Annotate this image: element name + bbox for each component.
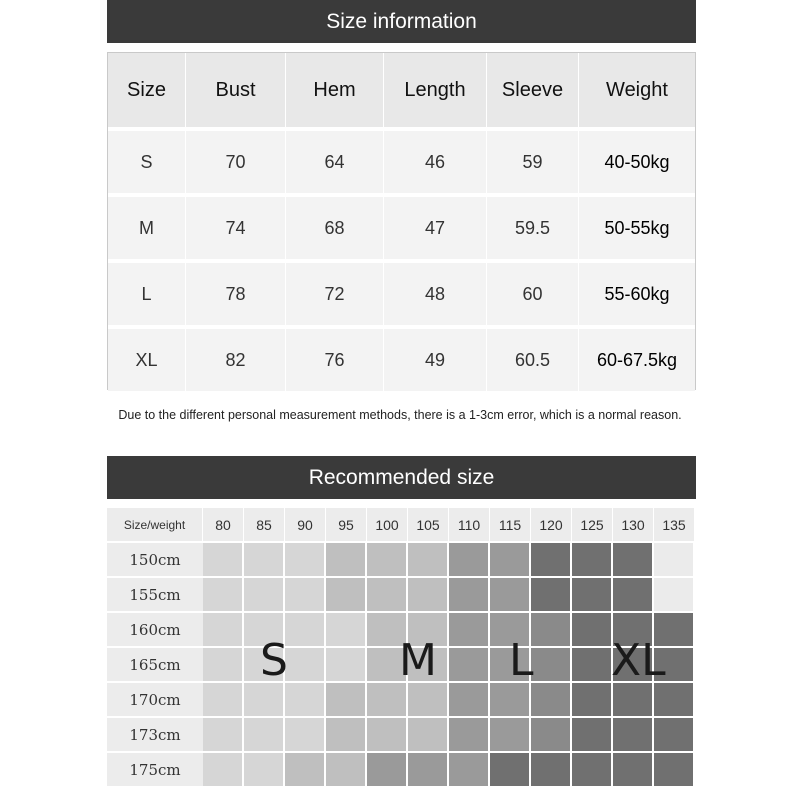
table-header-row xyxy=(108,53,695,127)
size-grid-cell xyxy=(203,646,244,681)
size-grid-cell xyxy=(203,541,244,576)
size-grid-cell xyxy=(531,541,572,576)
table-cell: 50-55kg xyxy=(579,197,695,259)
size-zone-label-xl: XL xyxy=(611,635,666,686)
size-grid-cell xyxy=(408,751,449,786)
column-header: Bust xyxy=(186,53,286,127)
height-row-label: 170cm xyxy=(107,681,203,716)
column-header: Length xyxy=(384,53,487,127)
size-grid-cell xyxy=(654,716,695,751)
weight-column-header: 125 xyxy=(572,508,613,541)
column-header: Size xyxy=(108,53,186,127)
table-row xyxy=(108,195,695,259)
size-information-table xyxy=(107,52,696,390)
weight-column-header: 85 xyxy=(244,508,285,541)
size-grid-cell xyxy=(408,541,449,576)
table-cell: 55-60kg xyxy=(579,263,695,325)
size-grid-cell xyxy=(203,611,244,646)
size-grid-cell xyxy=(203,716,244,751)
size-grid-cell xyxy=(531,716,572,751)
table-cell: 46 xyxy=(384,131,487,193)
size-zone-label-l: L xyxy=(509,635,534,686)
size-grid-cell xyxy=(531,611,572,646)
size-grid-cell xyxy=(367,751,408,786)
table-cell: 76 xyxy=(286,329,384,391)
size-grid-cell xyxy=(531,576,572,611)
size-grid-cell xyxy=(326,646,367,681)
table-cell: 60 xyxy=(487,263,579,325)
weight-column-header: 100 xyxy=(367,508,408,541)
table-row xyxy=(108,327,695,391)
table-cell: 72 xyxy=(286,263,384,325)
size-grid-cell xyxy=(285,751,326,786)
table-cell: 48 xyxy=(384,263,487,325)
weight-column-header: 120 xyxy=(531,508,572,541)
size-grid-cell xyxy=(203,681,244,716)
size-grid-cell xyxy=(449,751,490,786)
height-row-label: 150cm xyxy=(107,541,203,576)
weight-column-header: 135 xyxy=(654,508,695,541)
size-grid-cell xyxy=(613,681,654,716)
size-grid-cell xyxy=(244,716,285,751)
height-row-label: 160cm xyxy=(107,611,203,646)
size-grid-cell xyxy=(572,751,613,786)
size-grid-cell xyxy=(244,541,285,576)
size-grid-cell xyxy=(244,751,285,786)
weight-column-header: 95 xyxy=(326,508,367,541)
size-grid-cell xyxy=(654,576,695,611)
measurement-note: Due to the different personal measurement methods, there is a 1-3cm error, which is a normal reason. xyxy=(118,408,682,422)
size-grid-cell xyxy=(449,611,490,646)
size-grid-cell xyxy=(490,576,531,611)
size-grid-cell xyxy=(285,646,326,681)
weight-column-header: 90 xyxy=(285,508,326,541)
table-cell: 68 xyxy=(286,197,384,259)
size-zone-label-s: S xyxy=(260,635,288,686)
size-grid-cell xyxy=(285,681,326,716)
size-grid-cell xyxy=(203,751,244,786)
size-grid-cell xyxy=(367,541,408,576)
size-grid-cell xyxy=(285,716,326,751)
table-cell: 60.5 xyxy=(487,329,579,391)
size-grid-cell xyxy=(326,751,367,786)
size-grid-cell xyxy=(449,681,490,716)
size-grid-cell xyxy=(572,611,613,646)
table-cell: 59 xyxy=(487,131,579,193)
size-grid-cell xyxy=(449,541,490,576)
size-grid-cell xyxy=(326,716,367,751)
size-grid-cell xyxy=(367,681,408,716)
size-grid-cell xyxy=(613,576,654,611)
weight-column-header: 105 xyxy=(408,508,449,541)
size-information-banner xyxy=(107,0,696,43)
size-grid-cell xyxy=(531,646,572,681)
table-cell: 47 xyxy=(384,197,487,259)
size-grid-cell xyxy=(654,681,695,716)
table-cell: 59.5 xyxy=(487,197,579,259)
size-grid-cell xyxy=(654,541,695,576)
size-grid-cell xyxy=(408,716,449,751)
table-cell: 78 xyxy=(186,263,286,325)
size-grid-cell xyxy=(613,716,654,751)
size-grid-cell xyxy=(285,611,326,646)
recommended-size-title: Recommended size xyxy=(308,465,495,489)
size-grid-cell xyxy=(572,576,613,611)
weight-column-header: 110 xyxy=(449,508,490,541)
size-grid-cell xyxy=(572,646,613,681)
size-grid-cell xyxy=(490,751,531,786)
table-cell: 49 xyxy=(384,329,487,391)
size-grid-cell xyxy=(326,576,367,611)
height-row-label: 155cm xyxy=(107,576,203,611)
size-grid-cell xyxy=(490,541,531,576)
height-row-label: 173cm xyxy=(107,716,203,751)
weight-column-header: 80 xyxy=(203,508,244,541)
table-cell: S xyxy=(108,131,186,193)
size-zone-label-m: M xyxy=(399,635,437,686)
table-cell: 70 xyxy=(186,131,286,193)
height-row-label: 175cm xyxy=(107,751,203,786)
size-grid-cell xyxy=(572,716,613,751)
size-grid-cell xyxy=(449,646,490,681)
size-grid-cell xyxy=(203,576,244,611)
table-cell: XL xyxy=(108,329,186,391)
size-grid-cell xyxy=(490,716,531,751)
table-cell: M xyxy=(108,197,186,259)
size-grid-cell xyxy=(572,681,613,716)
size-grid-cell xyxy=(531,681,572,716)
table-cell: 64 xyxy=(286,131,384,193)
table-cell: L xyxy=(108,263,186,325)
size-grid-cell xyxy=(285,576,326,611)
height-row-label: 165cm xyxy=(107,646,203,681)
size-grid-cell xyxy=(449,716,490,751)
column-header: Weight xyxy=(579,53,695,127)
table-cell: 60-67.5kg xyxy=(579,329,695,391)
recommended-size-banner xyxy=(107,456,696,499)
size-information-title: Size information xyxy=(326,9,477,33)
size-grid-cell xyxy=(490,681,531,716)
size-grid-cell xyxy=(613,541,654,576)
grid-corner-label: Size/weight xyxy=(107,508,203,541)
size-grid-cell xyxy=(654,751,695,786)
size-grid-cell xyxy=(285,541,326,576)
column-header: Sleeve xyxy=(487,53,579,127)
size-grid-cell xyxy=(367,576,408,611)
size-grid-cell xyxy=(367,716,408,751)
size-grid-cell xyxy=(244,576,285,611)
table-row xyxy=(108,261,695,325)
weight-column-header: 130 xyxy=(613,508,654,541)
size-grid-cell xyxy=(326,541,367,576)
size-grid-cell xyxy=(572,541,613,576)
size-grid-cell xyxy=(244,681,285,716)
table-cell: 74 xyxy=(186,197,286,259)
column-header: Hem xyxy=(286,53,384,127)
size-grid-cell xyxy=(326,681,367,716)
table-cell: 82 xyxy=(186,329,286,391)
size-grid-cell xyxy=(408,576,449,611)
size-grid-cell xyxy=(408,681,449,716)
table-cell: 40-50kg xyxy=(579,131,695,193)
size-grid-cell xyxy=(613,751,654,786)
recommended-size-grid xyxy=(107,508,696,787)
size-grid-cell xyxy=(531,751,572,786)
size-grid-cell xyxy=(449,576,490,611)
weight-column-header: 115 xyxy=(490,508,531,541)
table-row xyxy=(108,129,695,193)
size-grid-cell xyxy=(326,611,367,646)
